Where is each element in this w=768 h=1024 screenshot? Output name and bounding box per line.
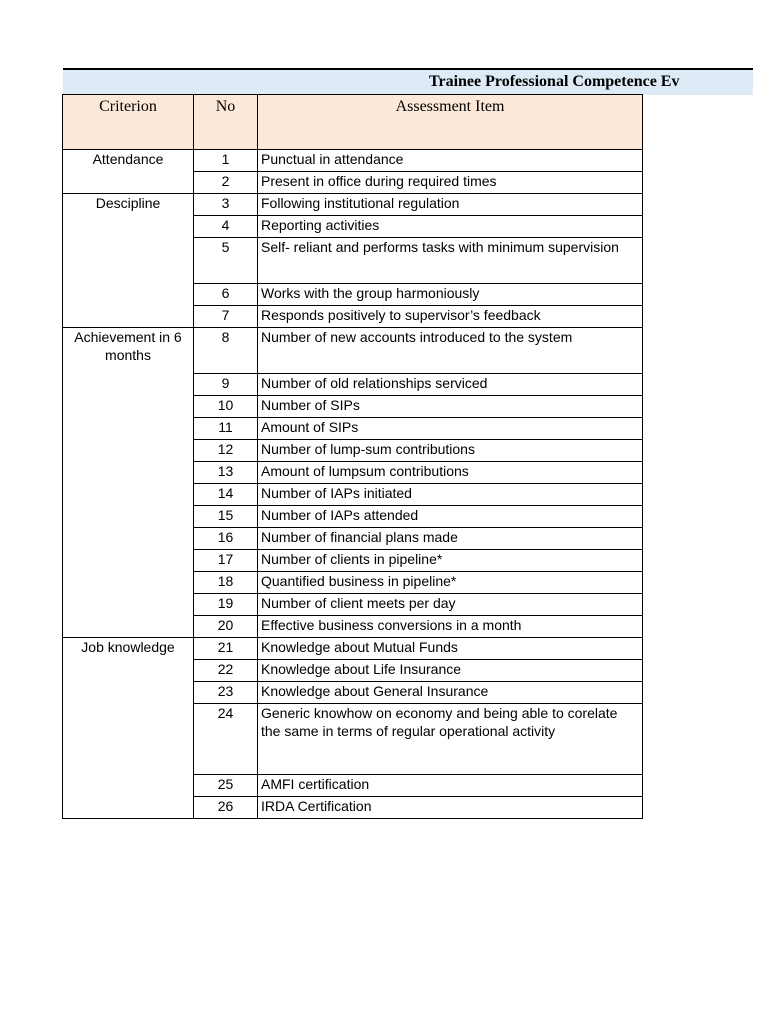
table-row xyxy=(63,194,643,216)
item-number-cell: 4 xyxy=(194,216,258,238)
assessment-table xyxy=(62,94,643,819)
table-row xyxy=(63,328,643,374)
item-number-cell: 13 xyxy=(194,462,258,484)
assessment-item-cell: Knowledge about Life Insurance xyxy=(258,660,643,682)
assessment-item-cell: Number of financial plans made xyxy=(258,528,643,550)
item-number-cell: 14 xyxy=(194,484,258,506)
item-number-cell: 16 xyxy=(194,528,258,550)
assessment-item-cell: Amount of SIPs xyxy=(258,418,643,440)
header-no: No xyxy=(194,95,258,150)
item-number-cell: 15 xyxy=(194,506,258,528)
assessment-item-cell: Works with the group harmoniously xyxy=(258,284,643,306)
item-number-cell: 17 xyxy=(194,550,258,572)
assessment-item-cell: Knowledge about General Insurance xyxy=(258,682,643,704)
sheet-title: Trainee Professional Competence Ev xyxy=(429,73,680,90)
assessment-item-cell: Present in office during required times xyxy=(258,172,643,194)
item-number-cell: 8 xyxy=(194,328,258,374)
assessment-item-cell: Number of clients in pipeline* xyxy=(258,550,643,572)
item-number-cell: 2 xyxy=(194,172,258,194)
assessment-item-cell: IRDA Certification xyxy=(258,797,643,819)
assessment-item-cell: Reporting activities xyxy=(258,216,643,238)
table-row xyxy=(63,638,643,660)
item-number-cell: 19 xyxy=(194,594,258,616)
assessment-item-cell: Punctual in attendance xyxy=(258,150,643,172)
assessment-item-cell: Responds positively to supervisor’s feedback xyxy=(258,306,643,328)
header-criterion: Criterion xyxy=(63,95,194,150)
item-number-cell: 24 xyxy=(194,704,258,775)
item-number-cell: 21 xyxy=(194,638,258,660)
item-number-cell: 10 xyxy=(194,396,258,418)
assessment-item-cell: Number of SIPs xyxy=(258,396,643,418)
item-number-cell: 18 xyxy=(194,572,258,594)
title-band xyxy=(63,68,753,95)
header-assessment-item: Assessment Item xyxy=(258,95,643,150)
assessment-item-cell: AMFI certification xyxy=(258,775,643,797)
item-number-cell: 3 xyxy=(194,194,258,216)
criterion-cell: Descipline xyxy=(63,194,194,328)
item-number-cell: 25 xyxy=(194,775,258,797)
item-number-cell: 5 xyxy=(194,238,258,284)
assessment-item-cell: Number of IAPs attended xyxy=(258,506,643,528)
assessment-item-cell: Amount of lumpsum contributions xyxy=(258,462,643,484)
criterion-cell: Attendance xyxy=(63,150,194,194)
item-number-cell: 9 xyxy=(194,374,258,396)
assessment-item-cell: Number of client meets per day xyxy=(258,594,643,616)
assessment-item-cell: Number of lump-sum contributions xyxy=(258,440,643,462)
item-number-cell: 26 xyxy=(194,797,258,819)
assessment-item-cell: Following institutional regulation xyxy=(258,194,643,216)
item-number-cell: 23 xyxy=(194,682,258,704)
assessment-item-cell: Self- reliant and performs tasks with minimum supervision xyxy=(258,238,643,284)
item-number-cell: 1 xyxy=(194,150,258,172)
item-number-cell: 22 xyxy=(194,660,258,682)
assessment-item-cell: Effective business conversions in a month xyxy=(258,616,643,638)
assessment-item-cell: Number of IAPs initiated xyxy=(258,484,643,506)
assessment-item-cell: Number of new accounts introduced to the system xyxy=(258,328,643,374)
item-number-cell: 7 xyxy=(194,306,258,328)
item-number-cell: 11 xyxy=(194,418,258,440)
item-number-cell: 12 xyxy=(194,440,258,462)
header-row xyxy=(63,95,643,150)
item-number-cell: 20 xyxy=(194,616,258,638)
criterion-cell: Job knowledge xyxy=(63,638,194,819)
criterion-cell: Achievement in 6 months xyxy=(63,328,194,638)
assessment-item-cell: Generic knowhow on economy and being able to corelate the same in terms of regular operational activity xyxy=(258,704,643,775)
assessment-item-cell: Knowledge about Mutual Funds xyxy=(258,638,643,660)
table-row xyxy=(63,150,643,172)
assessment-item-cell: Quantified business in pipeline* xyxy=(258,572,643,594)
assessment-item-cell: Number of old relationships serviced xyxy=(258,374,643,396)
item-number-cell: 6 xyxy=(194,284,258,306)
